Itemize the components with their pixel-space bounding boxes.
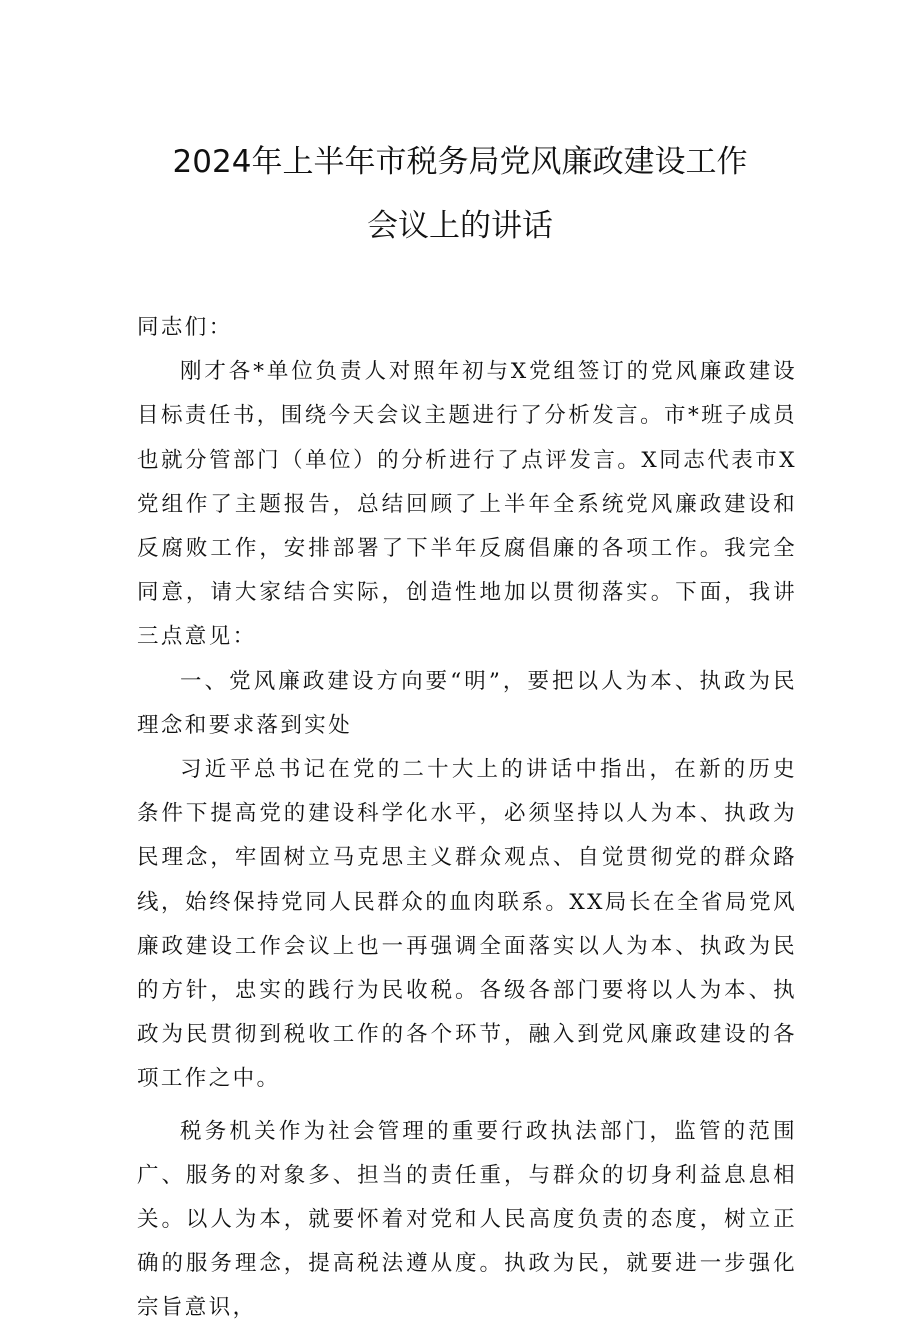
document-body xyxy=(137,306,797,1331)
paragraph-section-1-b: 税务机关作为社会管理的重要行政执法部门，监管的范围广、服务的对象多、担当的责任重，与群众的切身利益息息相关。以人为本，就要怀着对党和人民高度负责的态度，树立正确的服务理念，提高税法遵从度。执政为民，就要进一步强化宗旨意识， xyxy=(137,1118,797,1321)
paragraph-section-1-a: 习近平总书记在党的二十大上的讲话中指出，在新的历史条件下提高党的建设科学化水平，必须坚持以人为本、执政为民理念，牢固树立马克思主义群众观点、自觉贯彻党的群众路线，始终保持党同人民群众的血肉联系。XX局长在全省局党风廉政建设工作会议上也一再强调全面落实以人为本、执政为民的方针，忠实的践行为民收税。各级各部门要将以人为本、执政为民贯彻到税收工作的各个环节，融入到党风廉政建设的各项工作之中。 xyxy=(137,757,797,1092)
section-heading-1: 一、党风廉政建设方向要“明”，要把以人为本、执政为民理念和要求落到实处 xyxy=(137,668,797,738)
document-title-line-2: 会议上的讲话 xyxy=(367,208,553,244)
paragraph-opening: 刚才各*单位负责人对照年初与X党组签订的党风廉政建设目标责任书，围绕今天会议主题进行了分析发言。市*班子成员也就分管部门（单位）的分析进行了点评发言。X同志代表市X党组作了主题报告，总结回顾了上半年全系统党风廉政建设和反腐败工作，安排部署了下半年反腐倡廉的各项工作。我完全同意，请大家结合实际，创造性地加以贯彻落实。下面，我讲三点意见： xyxy=(137,359,797,650)
document-title-line-1: 2024年上半年市税务局党风廉政建设工作 xyxy=(172,144,748,180)
salutation: 同志们： xyxy=(137,315,233,340)
